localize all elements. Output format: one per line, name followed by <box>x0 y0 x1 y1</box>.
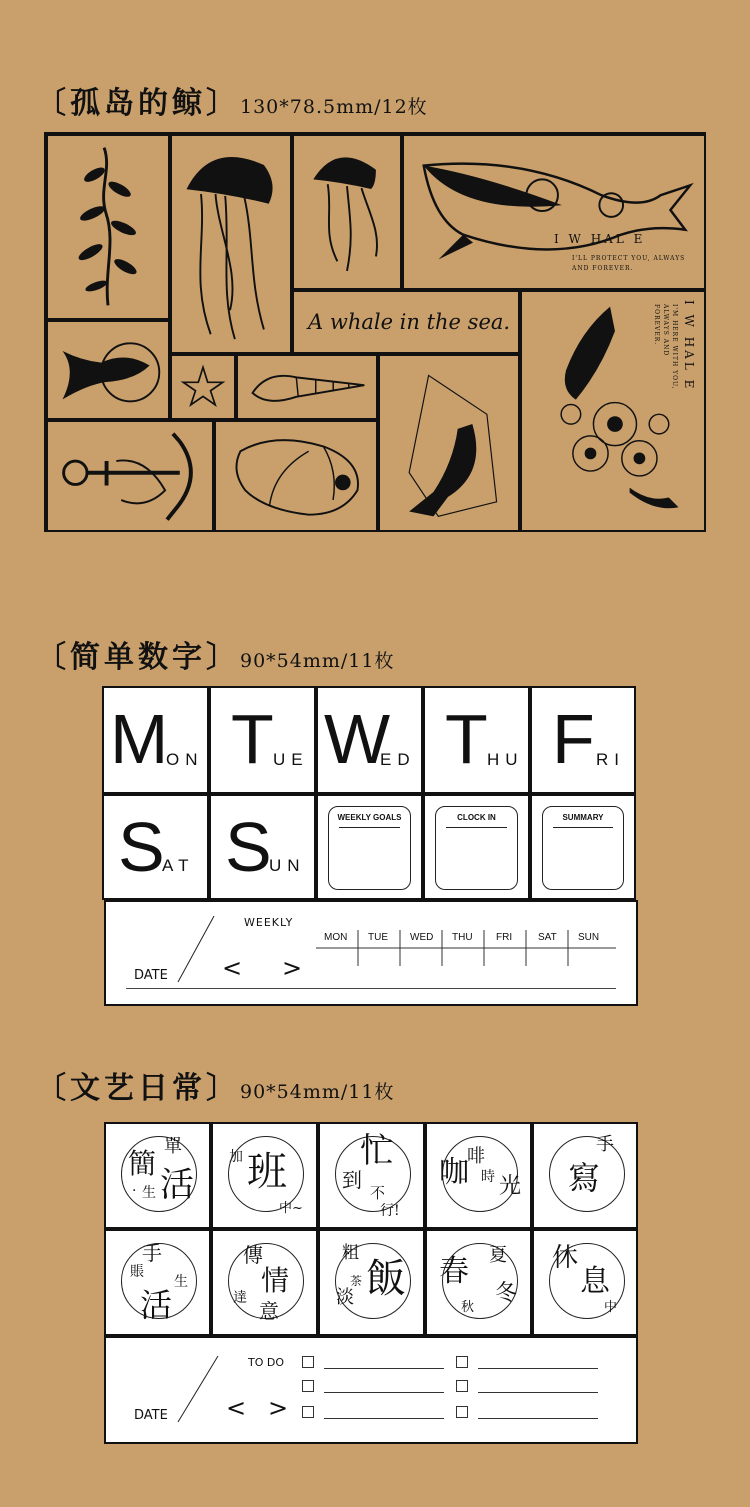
goals-box <box>328 806 411 890</box>
section-title: 〔文艺日常〕 <box>36 1071 240 1106</box>
weekday-col: TUE <box>368 932 388 943</box>
seal-char: 寫 <box>568 1159 601 1197</box>
box-divider <box>339 827 400 828</box>
seal-char: · <box>132 1183 137 1199</box>
seal-char: 意 <box>259 1299 279 1323</box>
section-title: 〔孤岛的鲸〕 <box>36 86 240 121</box>
seal-char: 單 <box>164 1136 182 1157</box>
sticker-seal-4[interactable] <box>425 1122 532 1229</box>
section-heading-numbers <box>36 632 394 676</box>
sticker-day-tue[interactable] <box>209 686 316 794</box>
sticker-jellyfish-small[interactable] <box>292 134 402 290</box>
seal-char: 茶 <box>350 1274 363 1288</box>
whale-sticker-sheet <box>44 132 706 532</box>
section-title: 〔简单数字〕 <box>36 640 240 675</box>
sticker-seaweed[interactable] <box>46 134 170 320</box>
day-big-letter: S <box>118 808 165 886</box>
anchor-icon <box>48 422 212 531</box>
bottom-rule <box>126 988 616 989</box>
seal-char: 加 <box>229 1149 243 1165</box>
fish-icon <box>48 322 168 419</box>
sticker-seal-8[interactable] <box>318 1229 425 1336</box>
box-label: WEEKLY GOALS <box>337 813 402 822</box>
todo-checkbox[interactable] <box>456 1406 468 1418</box>
weekday-col: MON <box>324 932 348 943</box>
next-arrow-icon: > <box>282 954 303 982</box>
weekly-label: WEEKLY <box>244 916 294 929</box>
sticker-seal-10[interactable] <box>532 1229 638 1336</box>
seal-char: 春 <box>439 1254 469 1289</box>
day-small-letters: ON <box>166 750 204 769</box>
sticker-clock-in[interactable] <box>423 794 530 900</box>
day-small-letters: RI <box>596 750 625 769</box>
seal-char: 行! <box>380 1203 400 1219</box>
next-arrow-icon: > <box>268 1394 289 1422</box>
shell-spiral-icon <box>238 356 376 420</box>
summary-box <box>542 806 624 890</box>
sticker-day-thu[interactable] <box>423 686 530 794</box>
seal-char: 時 <box>481 1169 495 1185</box>
sticker-seal-7[interactable] <box>211 1229 318 1336</box>
starfish-icon <box>172 356 234 418</box>
todo-line <box>478 1392 598 1393</box>
weekday-col: FRI <box>496 932 513 943</box>
seaweed-icon <box>48 136 168 316</box>
date-label: DATE <box>134 968 168 983</box>
seal-char: 休 <box>552 1243 579 1273</box>
seal-char: 生 <box>142 1185 156 1201</box>
seal-char: 活 <box>140 1286 173 1324</box>
sticker-fish[interactable] <box>46 320 170 420</box>
seal-char: 中~ <box>279 1201 303 1216</box>
date-slash <box>176 914 216 984</box>
seal-char: 手 <box>596 1134 614 1155</box>
todo-line <box>324 1368 444 1369</box>
seal-char: 秋 <box>461 1300 475 1315</box>
seal-char: 夏 <box>489 1245 507 1266</box>
jellyfish-small-icon <box>294 136 400 286</box>
protect-text: I'LL PROTECT YOU, ALWAYS AND FOREVER. <box>572 255 686 272</box>
weekday-col: WED <box>410 932 434 943</box>
seal-char: 中 <box>604 1300 618 1315</box>
sticker-seal-3[interactable] <box>318 1122 425 1229</box>
section-heading-art <box>36 1063 394 1107</box>
sticker-day-sat[interactable] <box>102 794 209 900</box>
sticker-whale-flower[interactable] <box>402 134 706 290</box>
seal-char: 生 <box>174 1274 188 1290</box>
day-small-letters: HU <box>487 750 524 769</box>
jellyfish-icon <box>172 136 290 349</box>
section-spec: 130*78.5mm/12枚 <box>240 96 428 118</box>
seal-char: 咖 <box>439 1155 469 1190</box>
seal-char: 啡 <box>467 1146 485 1167</box>
todo-line <box>324 1392 444 1393</box>
todo-checkbox[interactable] <box>456 1380 468 1392</box>
seal-char: 傳 <box>243 1243 263 1267</box>
seal-char: 簡 <box>128 1147 157 1180</box>
box-label: SUMMARY <box>562 813 604 822</box>
script-text: A whale in the sea. <box>308 310 511 334</box>
seal-char: 不 <box>370 1184 386 1202</box>
day-big-letter: T <box>445 700 488 778</box>
day-big-letter: F <box>552 700 595 778</box>
sticker-day-fri[interactable] <box>530 686 636 794</box>
weekday-col: SUN <box>578 932 600 943</box>
weekday-col: SAT <box>538 932 557 943</box>
sticker-shell[interactable] <box>236 354 378 420</box>
sticker-seal-5[interactable] <box>532 1122 638 1229</box>
seal-char: 班 <box>247 1149 287 1195</box>
todo-checkbox[interactable] <box>302 1380 314 1392</box>
day-big-letter: T <box>231 700 274 778</box>
prev-arrow-icon: < <box>226 1394 247 1422</box>
box-divider <box>553 827 613 828</box>
sticker-weekly-strip[interactable] <box>104 900 638 1006</box>
seal-char: 冬 <box>495 1281 518 1306</box>
sticker-diving-whale[interactable] <box>378 354 520 532</box>
section-spec: 90*54mm/11枚 <box>240 1081 395 1103</box>
number-sticker-sheet <box>102 686 636 1006</box>
clock-in-box <box>435 806 518 890</box>
day-small-letters: UN <box>269 856 306 875</box>
seal-char: 活 <box>160 1165 194 1205</box>
here-text: I'M HERE WITH YOU, ALWAYS AND FOREVER. <box>653 304 678 390</box>
seal-char: 息 <box>580 1264 610 1299</box>
seal-char: 光 <box>499 1174 522 1199</box>
todo-checkbox[interactable] <box>302 1406 314 1418</box>
sticker-whale-sunflower[interactable] <box>520 290 706 532</box>
sticker-script[interactable] <box>292 290 520 354</box>
todo-line <box>478 1368 598 1369</box>
prev-arrow-icon: < <box>222 954 243 982</box>
sticker-todo-strip[interactable] <box>104 1336 638 1444</box>
sticker-seal-2[interactable] <box>211 1122 318 1229</box>
sticker-seal-6[interactable] <box>104 1229 211 1336</box>
sticker-starfish[interactable] <box>170 354 236 420</box>
sticker-weekly-goals[interactable] <box>316 794 423 900</box>
sticker-summary[interactable] <box>530 794 636 900</box>
sticker-day-sun[interactable] <box>209 794 316 900</box>
diving-whale-icon <box>380 356 518 529</box>
todo-line <box>324 1418 444 1419</box>
i-whale-vertical: I W HAL E <box>682 300 696 392</box>
conch-icon <box>216 422 376 531</box>
seal-char: 達 <box>233 1290 247 1306</box>
sticker-seal-9[interactable] <box>425 1229 532 1336</box>
day-small-letters: UE <box>273 750 309 769</box>
seal-char: 情 <box>261 1264 290 1297</box>
i-whale-text: I W HAL E <box>554 232 646 246</box>
seal-char: 淡 <box>336 1287 354 1308</box>
seal-char: 手 <box>142 1241 162 1265</box>
week-grid <box>316 928 616 968</box>
box-label: CLOCK IN <box>457 813 496 822</box>
seal-char: 賬 <box>130 1264 144 1280</box>
sticker-seal-1[interactable] <box>104 1122 211 1229</box>
sticker-conch[interactable] <box>214 420 378 532</box>
box-divider <box>446 827 507 828</box>
day-big-letter: M <box>110 700 169 778</box>
seal-char: 忙 <box>360 1131 394 1171</box>
day-big-letter: W <box>324 700 391 778</box>
date-slash <box>176 1354 220 1424</box>
sticker-anchor[interactable] <box>46 420 214 532</box>
day-small-letters: ED <box>380 750 416 769</box>
todo-line <box>478 1418 598 1419</box>
art-sticker-sheet <box>104 1122 638 1444</box>
todo-label: TO DO <box>248 1356 285 1369</box>
seal-char: 飯 <box>366 1256 406 1302</box>
weekday-col: THU <box>452 932 473 943</box>
todo-checkbox[interactable] <box>456 1356 468 1368</box>
sticker-day-wed[interactable] <box>316 686 423 794</box>
seal-char: 到 <box>342 1168 362 1192</box>
todo-checkbox[interactable] <box>302 1356 314 1368</box>
day-small-letters: AT <box>162 856 195 875</box>
sticker-jellyfish[interactable] <box>170 134 292 354</box>
day-big-letter: S <box>225 808 272 886</box>
sticker-day-mon[interactable] <box>102 686 209 794</box>
section-spec: 90*54mm/11枚 <box>240 650 395 672</box>
date-label: DATE <box>134 1408 168 1423</box>
seal-char: 粗 <box>342 1243 359 1263</box>
section-heading-whale <box>36 78 428 122</box>
